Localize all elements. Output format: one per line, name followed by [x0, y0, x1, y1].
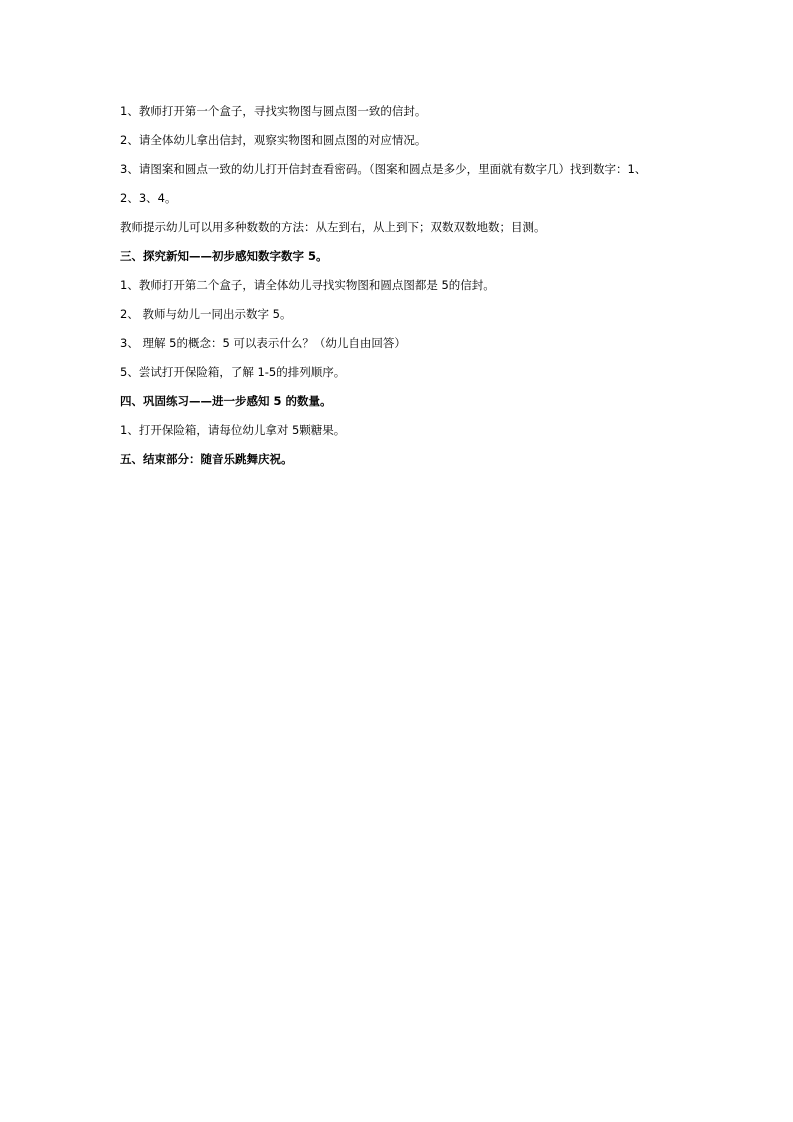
paragraph-section3-step-3: 3、 理解 5的概念：5 可以表示什么？（幼儿自由回答）	[120, 336, 406, 350]
paragraph-counting-tip: 教师提示幼儿可以用多种数数的方法：从左到右，从上到下；双数双数地数；目测。	[120, 220, 546, 234]
paragraph-section4-step-1: 1、打开保险箱，请每位幼儿拿对 5颗糖果。	[120, 423, 346, 437]
paragraph-section3-step-5: 5、尝试打开保险箱，了解 1-5的排列顺序。	[120, 365, 346, 379]
paragraph-step-2: 2、请全体幼儿拿出信封，观察实物图和圆点图的对应情况。	[120, 133, 427, 147]
section-heading-4: 四、巩固练习——进一步感知 5 的数量。	[120, 394, 332, 408]
paragraph-section3-step-2: 2、 教师与幼儿一同出示数字 5。	[120, 307, 292, 321]
paragraph-step-3: 3、请图案和圆点一致的幼儿打开信封查看密码。（图案和圆点是多少，里面就有数字几）找到数字：1、	[120, 162, 647, 176]
paragraph-step-3-continued: 2、3、4。	[120, 191, 177, 205]
paragraph-section3-step-1: 1、教师打开第二个盒子，请全体幼儿寻找实物图和圆点图都是 5的信封。	[120, 278, 495, 292]
paragraph-step-1: 1、教师打开第一个盒子，寻找实物图与圆点图一致的信封。	[120, 104, 427, 118]
section-heading-3: 三、探究新知——初步感知数字数字 5。	[120, 249, 328, 263]
section-heading-5: 五、结束部分：随音乐跳舞庆祝。	[120, 452, 293, 466]
